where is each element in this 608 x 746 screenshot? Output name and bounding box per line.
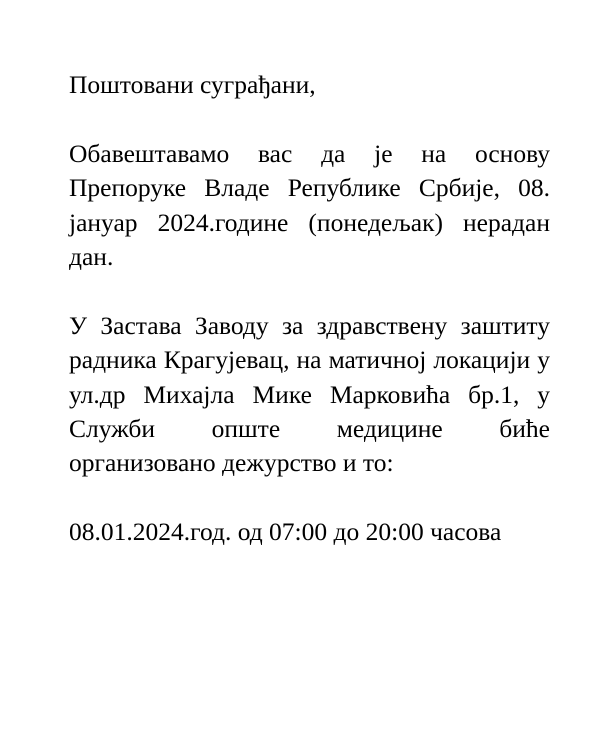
announcement-paragraph: Обавештавамо вас да је на основу Препоруке Владе Републике Србије, 08. јануар 2024.године (понедељак) нерадан дан. [69,138,550,272]
duty-hours-paragraph: 08.01.2024.год. од 07:00 до 20:00 часова [69,517,502,547]
duty-location-paragraph: У Застава Заводу за здравствену заштиту радника Крагујевац, на матичној локацији у ул.др Михајла Мике Марковића бр.1, у Служби опште медицине биће организовано дежурство и то: [69,310,550,478]
greeting: Поштовани суграђани, [69,70,316,99]
document-body [69,68,550,550]
